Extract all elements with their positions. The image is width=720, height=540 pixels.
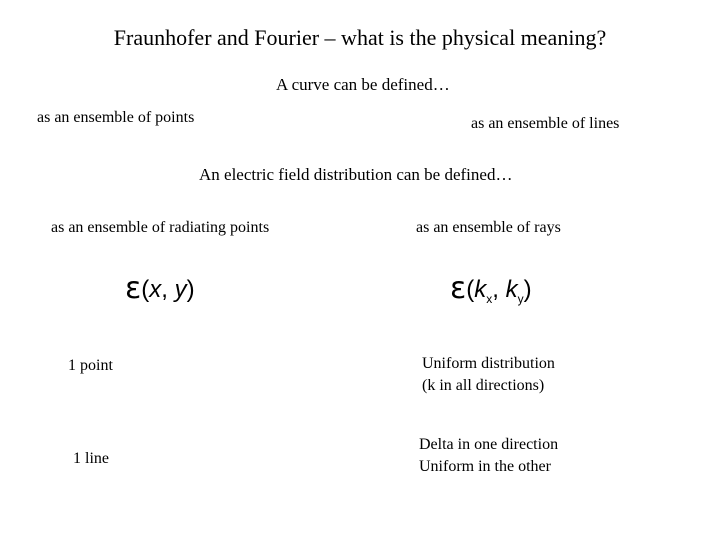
formula-var-y: y: [174, 276, 187, 303]
field-formula-xy: [125, 271, 195, 306]
formula-open-paren: (: [141, 276, 150, 303]
formula-close-paren: ): [523, 276, 532, 303]
case-one-point: 1 point: [68, 357, 113, 374]
formula-sub-x: x: [486, 292, 493, 306]
curve-heading: A curve can be defined…: [276, 75, 450, 94]
case-delta-uniform: [419, 434, 558, 478]
case-uniform-distribution: [422, 353, 555, 397]
formula-var-x: x: [149, 276, 162, 303]
epsilon-symbol: ε: [125, 271, 142, 306]
curve-points-label: as an ensemble of points: [37, 109, 195, 126]
case-line: (k in all directions): [422, 377, 545, 394]
field-rays-label: as an ensemble of rays: [416, 219, 561, 236]
formula-comma: ,: [161, 276, 168, 303]
field-heading: An electric field distribution can be defined…: [199, 165, 513, 184]
formula-var-ky: k: [505, 276, 518, 303]
formula-close-paren: ): [186, 276, 195, 303]
case-one-line: 1 line: [73, 450, 109, 467]
case-line: Delta in one direction: [419, 436, 559, 453]
formula-var-kx: k: [474, 276, 487, 303]
case-line: Uniform distribution: [422, 355, 555, 372]
field-points-label: as an ensemble of radiating points: [51, 219, 270, 236]
formula-sub-y: y: [517, 292, 524, 306]
formula-open-paren: (: [466, 276, 475, 303]
field-formula-k: [450, 271, 532, 306]
formula-comma: ,: [492, 276, 499, 303]
curve-lines-label: as an ensemble of lines: [471, 115, 620, 132]
case-line: Uniform in the other: [419, 458, 551, 475]
epsilon-symbol: ε: [450, 271, 467, 306]
slide-title: Fraunhofer and Fourier – what is the physical meaning?: [113, 25, 607, 50]
